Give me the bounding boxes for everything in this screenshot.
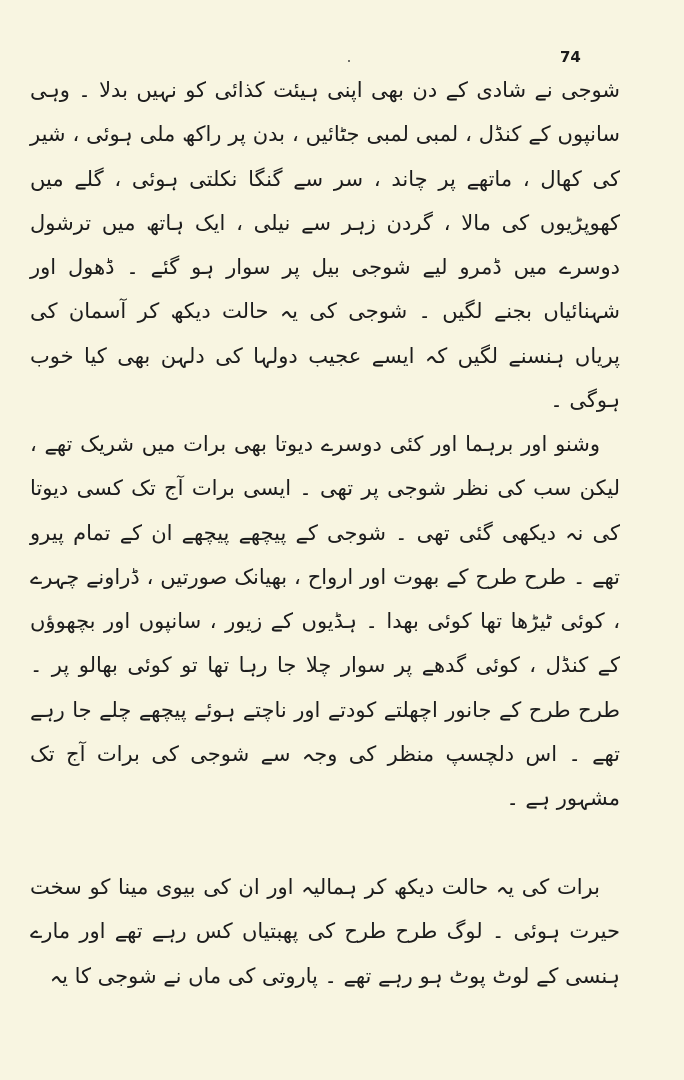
paragraph-3: برات کی یہ حالت دیکھ کر ہمالیہ اور ان کی بیوی مینا کو سخت حیرت ہوئی ۔ لوگ طرح طرح کی پھبتیاں کس رہے تھے اور مارے ہنسی کے لوٹ پوٹ ہو رہے تھے ۔ پاروتی کی ماں نے شوجی کا یہ <box>30 875 620 988</box>
page-number: 74 <box>560 48 581 66</box>
paragraph-1: شوجی نے شادی کے دن بھی اپنی ہیئت کذائی کو نہیں بدلا ۔ وہی سانپوں کے کنڈل ، لمبی لمبی جٹائیں ، بدن پر راکھ ملی ہوئی ، شیر کی کھال ، ماتھے پر چاند ، سر سے گنگا نکلتی ہوئی ، گلے میں کھوپڑیوں کی مالا ، گردن زہر سے نیلی ، ایک ہاتھ میں ترشول دوسرے میں ڈمرو لیے شوجی بیل پر سوار ہو گئے ۔ ڈھول اور شہنائیاں بجنے لگیں ۔ شوجی کی یہ حالت دیکھ کر آسمان کی پریاں ہنسنے لگیں کہ ایسے عجیب دولہا کی دلہن بھی کیا خوب ہوگی ۔ <box>30 78 620 413</box>
print-speck <box>348 60 350 62</box>
paragraph-2: وشنو اور برہما اور کئی دوسرے دیوتا بھی برات میں شریک تھے ، لیکن سب کی نظر شوجی پر تھی ۔ ایسی برات آج تک کسی دیوتا کی نہ دیکھی گئی تھی ۔ شوجی کے پیچھے پیچھے ان کے تمام پیرو تھے ۔ طرح طرح کے بھوت اور ارواح ، بھیانک صورتیں ، ڈراونے چہرے ، کوئی ٹیڑھا تھا کوئی بھدا ۔ ہڈیوں کے زیور ، سانپوں اور بچھوؤں کے کنڈل ، کوئی گدھے پر سوار چلا جا رہا تھا تو کوئی بھالو پر ۔ طرح طرح کے جانور اچھلتے کودتے اور ناچتے ہوئے پیچھے چلے جا رہے تھے ۔ اس دلچسپ منظر کی وجہ سے شوجی کی برات آج تک مشہور ہے ۔ <box>30 432 620 811</box>
